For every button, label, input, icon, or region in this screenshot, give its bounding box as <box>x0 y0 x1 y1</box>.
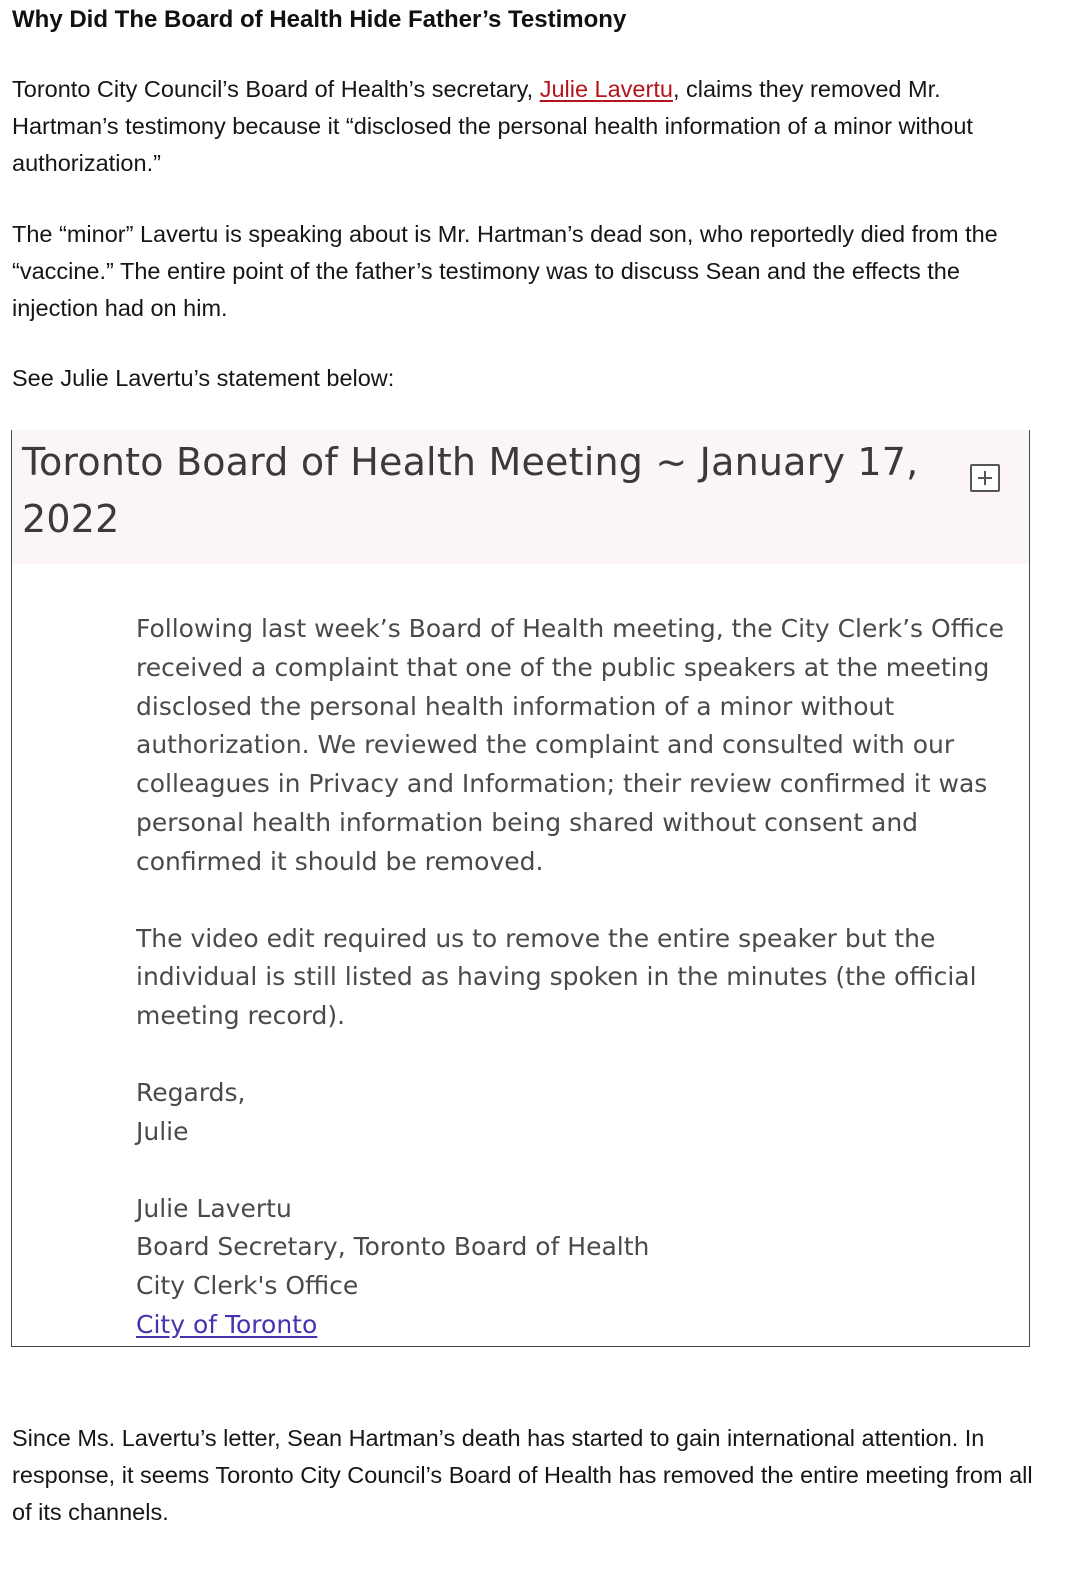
article-paragraph-2: The “minor” Lavertu is speaking about is Mr. Hartman’s dead son, who reportedly died from the “vaccine.” The entire point of the father’s testimony was to discuss Sean and the effects the injection had on him. <box>12 221 998 321</box>
signature-name: Julie Lavertu <box>136 1193 292 1223</box>
article-paragraph-3: See Julie Lavertu’s statement below: <box>12 365 395 391</box>
article-paragraph-4: Since Ms. Lavertu’s letter, Sean Hartman’s death has started to gain international attention. In response, it seems Toronto City Council’s Board of Health has removed the entire meeting from all of its channels. <box>12 1425 1033 1525</box>
city-of-toronto-link[interactable]: City of Toronto <box>136 1309 318 1339</box>
screenshot-header <box>12 430 1029 564</box>
article-paragraph-1 <box>12 71 1042 182</box>
statement-paragraph-1: Following last week’s Board of Health meeting, the City Clerk’s Office received a complaint that one of the public speakers at the meeting disclosed the personal health information of a minor without authorization. We reviewed the complaint and consulted with our colleagues in Privacy and Information; their review confirmed it was personal health information being shared without consent and confirmed it should be removed. <box>136 614 1004 876</box>
statement-regards-name: Julie <box>136 1116 189 1146</box>
statement-paragraph-2: The video edit required us to remove the entire speaker but the individual is still listed as having spoken in the minutes (the official meeting record). <box>136 923 977 1031</box>
screenshot-title: Toronto Board of Health Meeting ~ January 17, 2022 <box>22 440 919 541</box>
plus-square-icon[interactable] <box>970 464 1000 492</box>
signature-link-line <box>136 1306 1016 1345</box>
julie-lavertu-link[interactable]: Julie Lavertu <box>539 76 673 102</box>
paragraph-1-text-start: Toronto City Council’s Board of Health’s secretary, <box>12 76 540 102</box>
article-heading: Why Did The Board of Health Hide Father’s Testimony <box>12 6 627 33</box>
signature-title: Board Secretary, Toronto Board of Health <box>136 1232 650 1262</box>
signature-office: City Clerk's Office <box>136 1271 359 1301</box>
paragraph-1-text-end: , claims they removed Mr. Hartman’s testimony because it “disclosed the personal health information of a minor without authorization.” <box>12 76 973 176</box>
embedded-statement-screenshot <box>11 430 1030 1347</box>
statement-regards: Regards, <box>136 1077 246 1107</box>
statement-body <box>136 610 1016 1345</box>
